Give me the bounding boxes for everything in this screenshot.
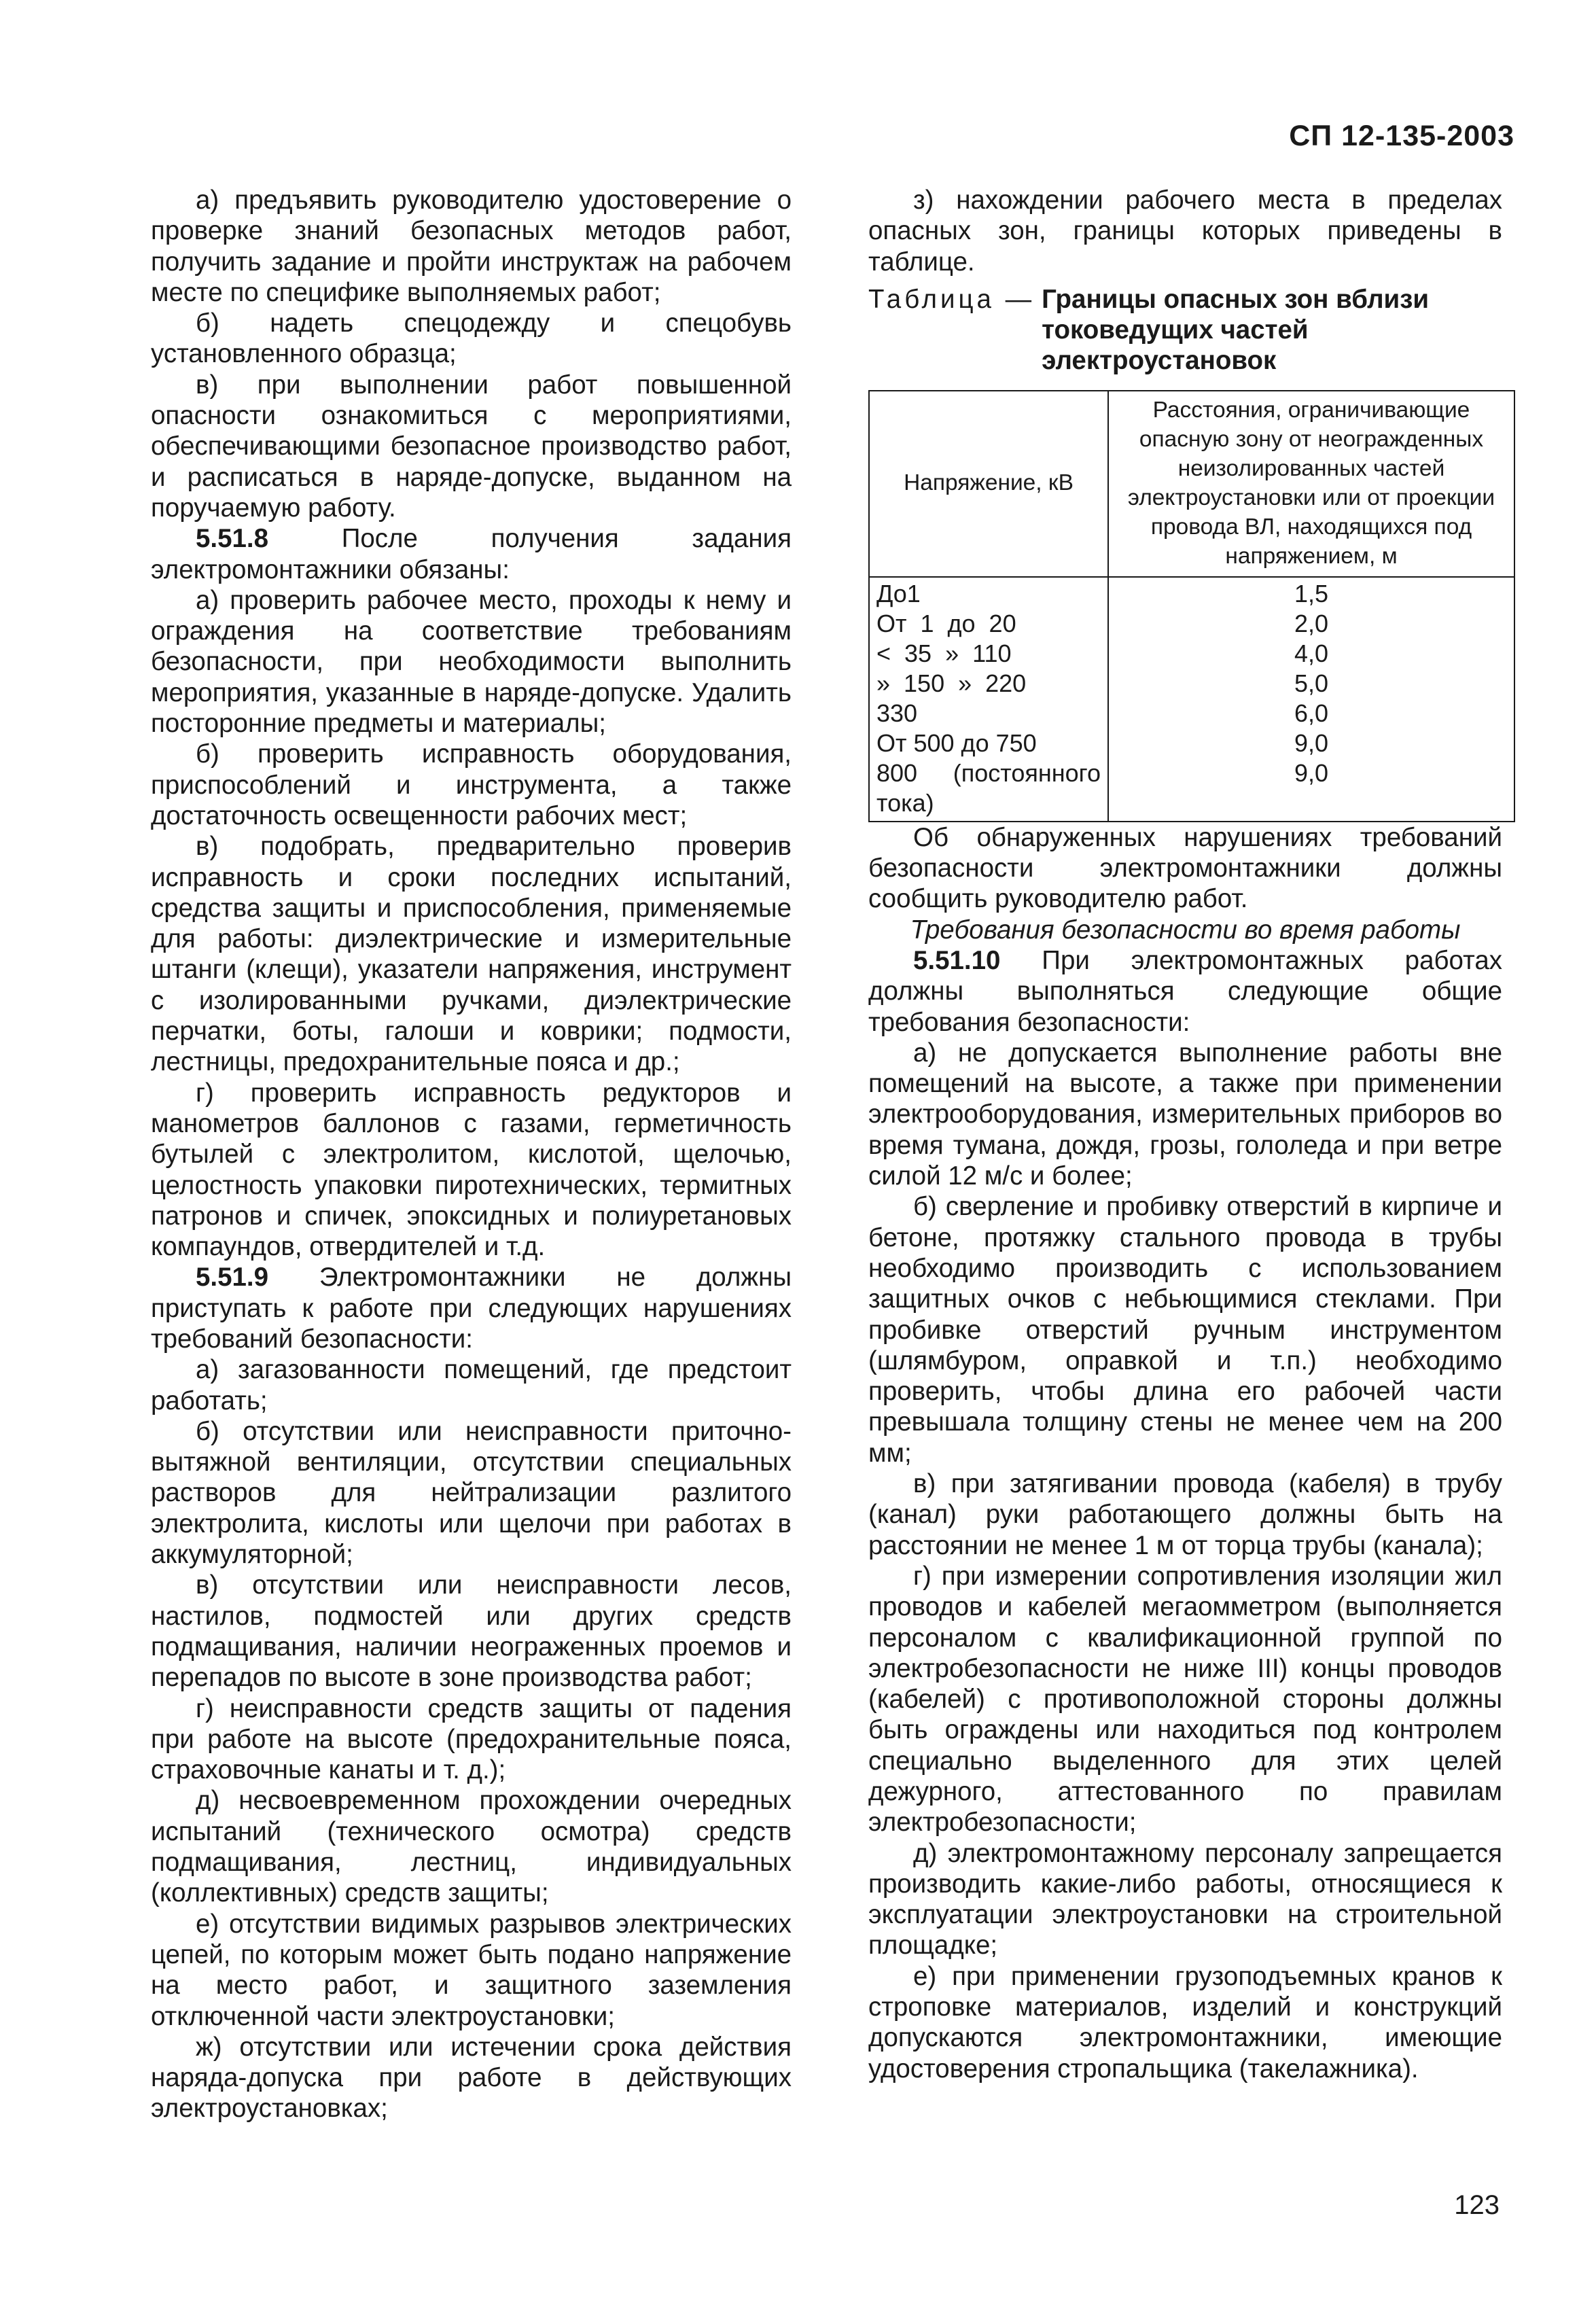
table-cell-voltage: » 150 » 220 xyxy=(876,669,1027,697)
paragraph: е) отсутствии видимых разрывов электрических цепей, по которым может быть подано напряжение на место работ, и защитного заземления отключенной части электроустановки; xyxy=(151,1909,792,2031)
table-cell-voltage: До1 xyxy=(876,579,921,608)
paragraph: д) несвоевременном прохождении очередных испытаний (технического осмотра) средств подмащивания, лестниц, индивидуальных (коллективных) средств защиты; xyxy=(151,1786,792,1908)
document-code: СП 12-135-2003 xyxy=(1289,120,1514,152)
table-header-voltage: Напряжение, кВ xyxy=(869,391,1108,577)
table-cell-voltage: 800 (постоянного тока) xyxy=(876,758,1101,817)
clause-5-51-8 xyxy=(151,523,792,585)
paragraph: е) при применении грузоподъемных кранов к строповке материалов, изделий и конструкций допускаются электромонтажники, имеющие удостоверения стропальщика (такелажника). xyxy=(868,1961,1502,2083)
clause-text: Электромонтажники не должны приступать к работе при следующих нарушениях требований безопасности: xyxy=(151,1263,792,1354)
clause-text: После получения задания электромонтажники обязаны: xyxy=(151,524,792,584)
paragraph: г) при измерении сопротивления изоляции жил проводов и кабелей мегаомметром (выполняется персоналом с квалификационной группой по электробезопасности не ниже III) концы проводов (кабелей) с противоположной стороны должны быть ограждены или находиться под контролем специально выделенного для этих целей дежурного, аттестованного по правилам электробезопасности; xyxy=(868,1561,1502,1837)
table-header-distance: Расстояния, ограничивающие опасную зону от неогражденных неизолированных частей электроустановки или от проекции провода ВЛ, находящихся под напряжением, м xyxy=(1108,391,1514,577)
clause-number: 5.51.10 xyxy=(913,945,1001,975)
table-header-row xyxy=(869,391,1514,577)
paragraph: г) проверить исправность редукторов и манометров баллонов с газами, герметичность бутылей с электролитом, кислотой, щелочью, целостность упаковки пиротехнических, термитных патронов и спичек, эпоксидных и полиуретановых компаундов, отвердителей и т.д. xyxy=(151,1078,792,1262)
table-cell-distance: 1,5 xyxy=(1294,579,1329,608)
section-title: Требования безопасности во время работы xyxy=(910,915,1461,945)
paragraph: в) подобрать, предварительно проверив исправность и сроки последних испытаний, средства защиты и приспособления, применяемые для работы: диэлектрические и измерительные штанги (клещи), указатели напряжения, инструмент с изолированными ручками, диэлектрические перчатки, боты, галоши и коврики; подмости, лестницы, предохранительные пояса и др.; xyxy=(151,832,792,1077)
paragraph: г) неисправности средств защиты от падения при работе на высоте (предохранительные пояса, страховочные канаты и т. д.); xyxy=(151,1693,792,1785)
table-caption xyxy=(868,284,1502,376)
paragraph: б) проверить исправность оборудования, приспособлений и инструмента, а также достаточность освещенности рабочих мест; xyxy=(151,739,792,830)
table-caption-title: Границы опасных зон вблизи токоведущих частей электроустановок xyxy=(1042,284,1430,376)
paragraph: з) нахождении рабочего места в пределах опасных зон, границы которых приведены в таблице. xyxy=(868,186,1502,277)
table-cell-voltage: < 35 » 110 xyxy=(876,639,1012,667)
clause-5-51-9 xyxy=(151,1262,792,1354)
clause-text: При электромонтажных работах должны выполняться следующие общие требования безопасности: xyxy=(868,945,1502,1037)
table-row xyxy=(869,577,1514,822)
paragraph: Об обнаруженных нарушениях требований безопасности электромонтажники должны сообщить руководителю работ. xyxy=(868,822,1502,914)
paragraph: ж) отсутствии или истечении срока действия наряда-допуска при работе в действующих электроустановках; xyxy=(151,2032,792,2124)
danger-zones-table xyxy=(868,390,1515,822)
clause-number: 5.51.9 xyxy=(196,1263,269,1292)
paragraph: а) предъявить руководителю удостоверение о проверке знаний безопасных методов работ, получить задание и пройти инструктаж на рабочем месте по специфике выполняемых работ; xyxy=(151,186,792,307)
paragraph: а) проверить рабочее место, проходы к нему и ограждения на соответствие требованиям безопасности, при необходимости выполнить мероприятия, указанные в наряде-допуске. Удалить посторонние предметы и материалы; xyxy=(151,585,792,739)
table-cell-voltage: От 1 до 20 xyxy=(876,609,1016,637)
table-caption-lead: Таблица — xyxy=(868,284,1035,314)
table-cell-distance: 4,0 xyxy=(1294,639,1329,667)
page-number: 123 xyxy=(1454,2190,1500,2220)
paragraph: в) отсутствии или неисправности лесов, настилов, подмостей или других средств подмащивания, наличии неограженных проемов и перепадов по высоте в зоне производства работ; xyxy=(151,1570,792,1693)
table-cell-distance: 5,0 xyxy=(1294,669,1329,697)
paragraph: в) при затягивании провода (кабеля) в трубу (канал) руки работающего должны быть на расстоянии не менее 1 м от торца трубы (канала); xyxy=(868,1469,1502,1560)
paragraph: д) электромонтажному персоналу запрещается производить какие-либо работы, относящиеся к эксплуатации электроустановки на строительной площадке; xyxy=(868,1838,1502,1960)
paragraph: б) сверление и пробивку отверстий в кирпиче и бетоне, протяжку стального провода в трубы необходимо производить с использованием защитных очков с небьющимися стеклами. При пробивке отверстий ручным инструментом (шлямбуром, оправкой и т.п.) необходимо проверить, чтобы длина его рабочей части превышала толщину стены не менее чем на 200 мм; xyxy=(868,1192,1502,1468)
paragraph: б) отсутствии или неисправности приточно-вытяжной вентиляции, отсутствии специальных растворов для нейтрализации разлитого электролита, кислоты или щелочи при работах в аккумуляторной; xyxy=(151,1416,792,1570)
table-cell-distance: 9,0 xyxy=(1294,728,1329,757)
paragraph: б) надеть спецодежду и спецобувь установленного образца; xyxy=(151,309,792,369)
right-column xyxy=(868,185,1502,2084)
table-cell-distance: 6,0 xyxy=(1294,699,1329,727)
table-cell-distance: 2,0 xyxy=(1294,609,1329,637)
paragraph: а) не допускается выполнение работы вне помещений на высоте, а также при применении электрооборудования, измерительных приборов во время тумана, дождя, грозы, гололеда и при ветре силой 12 м/с и более; xyxy=(868,1038,1502,1191)
paragraph: в) при выполнении работ повышенной опасности ознакомиться с мероприятиями, обеспечивающими безопасное производство работ, и расписаться в наряде-допуске, выданном на поручаемую работу. xyxy=(151,370,792,523)
clause-number: 5.51.8 xyxy=(196,524,269,554)
table-cell-distance: 9,0 xyxy=(1294,758,1329,787)
table-cell-voltage: От 500 до 750 xyxy=(876,728,1037,757)
left-column xyxy=(151,185,792,2124)
paragraph: а) загазованности помещений, где предстоит работать; xyxy=(151,1355,792,1415)
table-cell-voltage: 330 xyxy=(876,699,918,727)
clause-5-51-10 xyxy=(868,945,1502,1038)
